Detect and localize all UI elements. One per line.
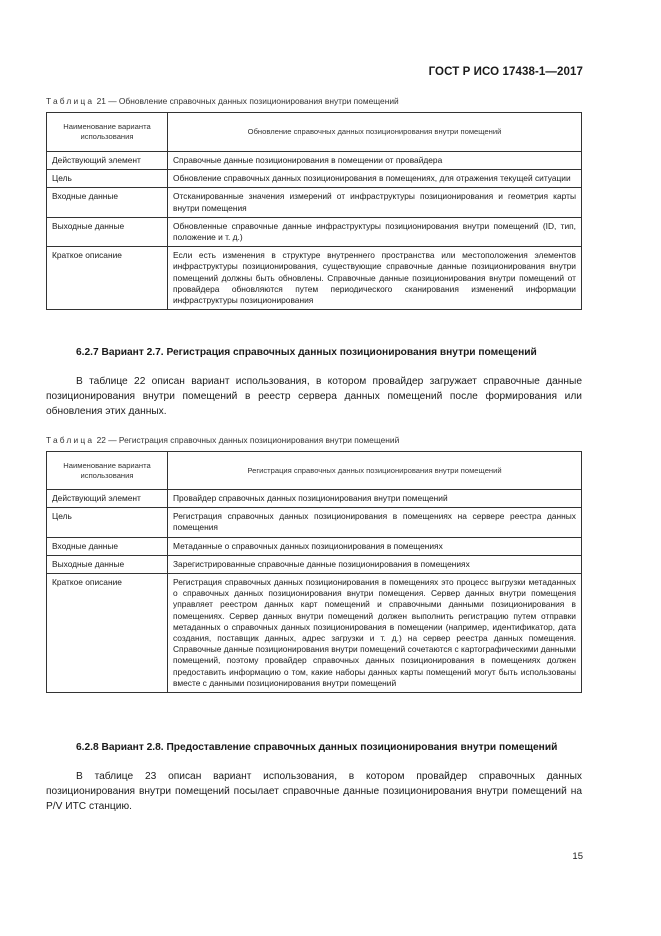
table-row [47, 247, 582, 310]
table-row [47, 574, 582, 693]
caption-text: 21 — Обновление справочных данных позиционирования внутри помещений [96, 96, 399, 106]
page-number: 15 [572, 851, 583, 862]
caption-text: 22 — Регистрация справочных данных позиционирования внутри помещений [96, 435, 400, 445]
row-label: Краткое описание [47, 574, 168, 693]
row-label: Цель [47, 170, 168, 188]
header-cell-title: Обновление справочных данных позиционирования внутри помещений [168, 113, 582, 152]
row-value: Обновленные справочные данные инфраструктуры позиционирования внутри помещений (ID, тип, положение и т. д.) [168, 217, 582, 246]
header-cell-name: Наименование варианта использования [47, 113, 168, 152]
row-value: Обновление справочных данных позиционирования в помещениях, для отражения текущей ситуации [168, 170, 582, 188]
caption-word: Таблица [46, 435, 95, 445]
table-22-caption [46, 435, 399, 445]
header-cell-title: Регистрация справочных данных позиционирования внутри помещений [168, 452, 582, 490]
section-6-2-8-title: 6.2.8 Вариант 2.8. Предоставление справочных данных позиционирования внутри помещений [76, 742, 558, 753]
row-label: Цель [47, 508, 168, 537]
row-value: Отсканированные значения измерений от инфраструктуры позиционирования и геометрия карты внутри помещения [168, 188, 582, 217]
table-row [47, 152, 582, 170]
row-value: Метаданные о справочных данных позиционирования в помещениях [168, 537, 582, 555]
table-row [47, 537, 582, 555]
table-row [47, 555, 582, 573]
table-row [47, 508, 582, 537]
table-row [47, 217, 582, 246]
section-6-2-7-text: В таблице 22 описан вариант использования, в котором провайдер загружает справочные данные позиционирования внутри помещений в реестр сервера данных помещений после формирования или обновления этих данных. [46, 376, 582, 417]
table-22 [46, 451, 582, 693]
row-value: Зарегистрированные справочные данные позиционирования в помещениях [168, 555, 582, 573]
table-row [47, 188, 582, 217]
table-row [47, 490, 582, 508]
row-value: Если есть изменения в структуре внутреннего пространства или местоположения элементов инфраструктуры позиционирования, существующие справочные данные позиционирования внутри помещений должны быть обновлены. Справочные данные позиционирования внутри помещений от провайдера обновляются путем периодического сканирования изменений информации инфраструктуры позиционирования [168, 247, 582, 310]
table-row [47, 170, 582, 188]
table-21 [46, 112, 582, 310]
row-value: Регистрация справочных данных позиционирования в помещениях это процесс выгрузки метаданных о справочных данных позиционирования внутри помещения. Сервер данных внутри помещения управляет реестром данных карт помещений и справочными данными позиционирования в помещениях. Сервер данных внутри помещений должен выполнить регистрацию путем отправки метаданных о справочных данных позиционирования в помещении (например, идентификатор, дата создания, поставщик данных, адрес загрузки и т. д.) на сервер реестра данных помещения. Справочные данные позиционирования внутри помещений сочетаются с картографическими данными помещений, поэтому провайдер справочных данных позиционирования в помещениях должен предоставить информацию о том, какие наборы данных карты помещений могут быть использованы вместе с данными позиционирования внутри помещений [168, 574, 582, 693]
table-21-caption [46, 96, 399, 106]
section-6-2-8-text: В таблице 23 описан вариант использования, в котором провайдер справочных данных позиционирования внутри помещений посылает справочные данные позиционирования внутри помещений на P/V ИТС станцию. [46, 771, 582, 812]
section-6-2-7-title: 6.2.7 Вариант 2.7. Регистрация справочных данных позиционирования внутри помещений [76, 347, 537, 358]
document-header: ГОСТ Р ИСО 17438-1—2017 [428, 66, 583, 78]
row-label: Выходные данные [47, 555, 168, 573]
row-value: Справочные данные позиционирования в помещении от провайдера [168, 152, 582, 170]
row-label: Выходные данные [47, 217, 168, 246]
row-label: Действующий элемент [47, 152, 168, 170]
table-header-row [47, 452, 582, 490]
table-header-row [47, 113, 582, 152]
caption-word: Таблица [46, 96, 95, 106]
row-label: Входные данные [47, 188, 168, 217]
row-label: Входные данные [47, 537, 168, 555]
row-label: Краткое описание [47, 247, 168, 310]
row-value: Регистрация справочных данных позиционирования в помещениях на сервере реестра данных помещения [168, 508, 582, 537]
header-cell-name: Наименование варианта использования [47, 452, 168, 490]
row-label: Действующий элемент [47, 490, 168, 508]
row-value: Провайдер справочных данных позиционирования внутри помещений [168, 490, 582, 508]
